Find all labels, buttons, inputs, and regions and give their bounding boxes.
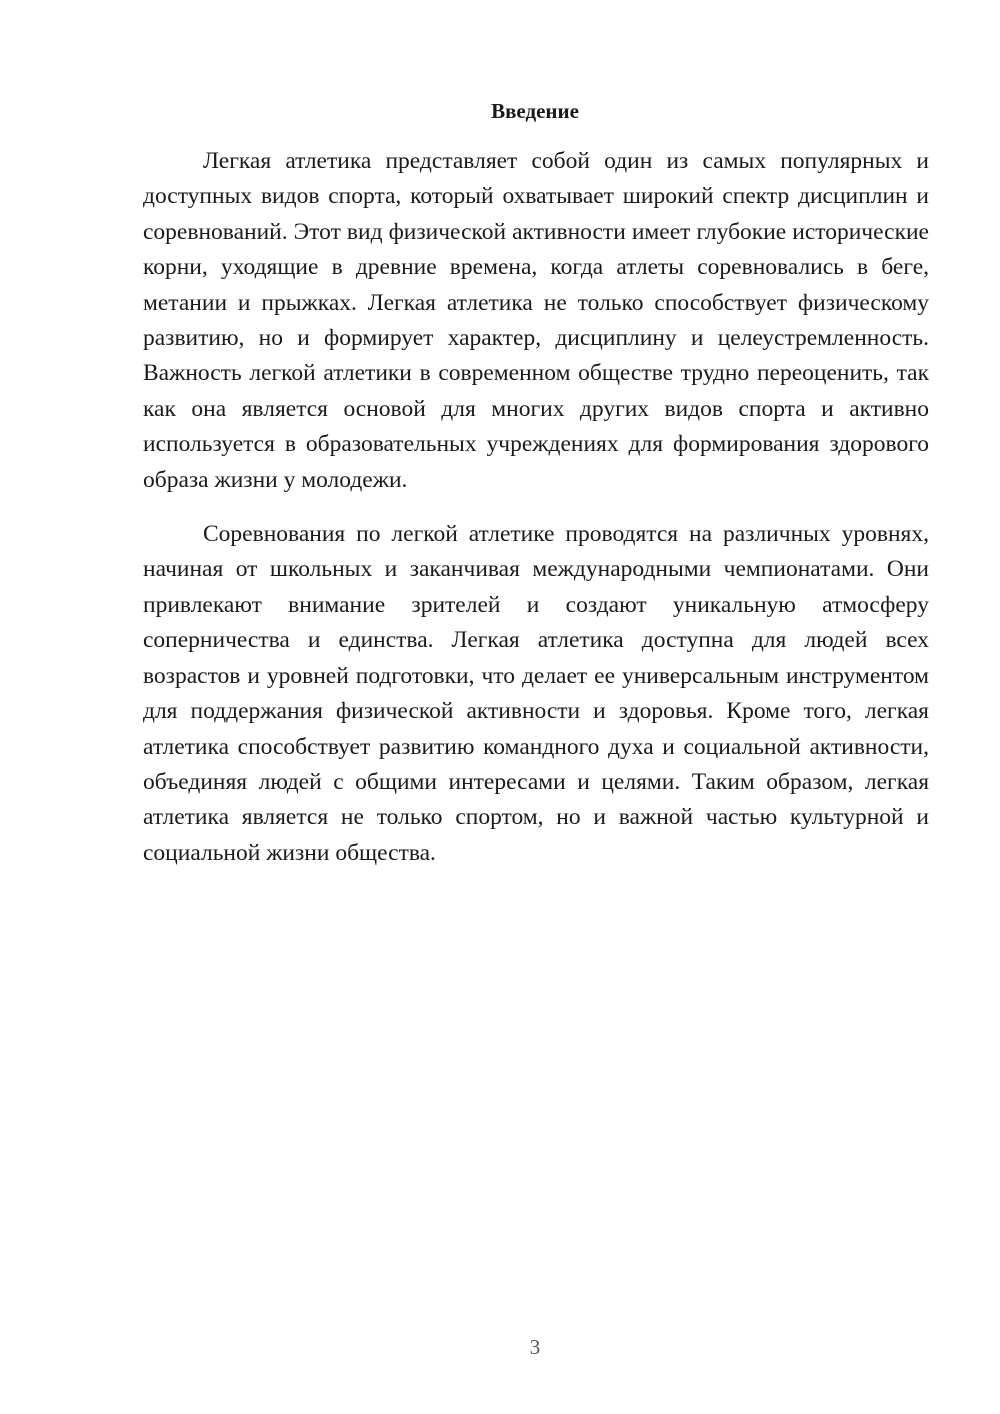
page-number: 3 <box>529 1335 541 1359</box>
paragraph-1: Легкая атлетика представляет собой один из самых популярных и доступных видов спорта, который охватывает широкий спектр дисциплин и соревнований. Этот вид физической активности имеет глубокие исторические корни, уходящие в древние времена, когда атлеты соревновались в беге, метании и прыжках. Легкая атлетика не только способствует физическому развитию, но и формирует характер, дисциплину и целеустремленность. Важность легкой атлетики в современном обществе трудно переоценить, так как она является основой для многих других видов спорта и активно используется в образовательных учреждениях для формирования здорового образа жизни у молодежи. <box>143 148 929 493</box>
body-text <box>143 144 929 871</box>
paragraph-2: Соревнования по легкой атлетике проводятся на различных уровнях, начиная от школьных и заканчивая международными чемпионатами. Они привлекают внимание зрителей и создают уникальную атмосферу соперничества и единства. Легкая атлетика доступна для людей всех возрастов и уровней подготовки, что делает ее универсальным инструментом для поддержания физической активности и здоровья. Кроме того, легкая атлетика способствует развитию командного духа и социальной активности, объединяя людей с общими интересами и целями. Таким образом, легкая атлетика является не только спортом, но и важной частью культурной и социальной жизни общества. <box>143 521 929 866</box>
section-heading: Введение <box>491 99 579 123</box>
